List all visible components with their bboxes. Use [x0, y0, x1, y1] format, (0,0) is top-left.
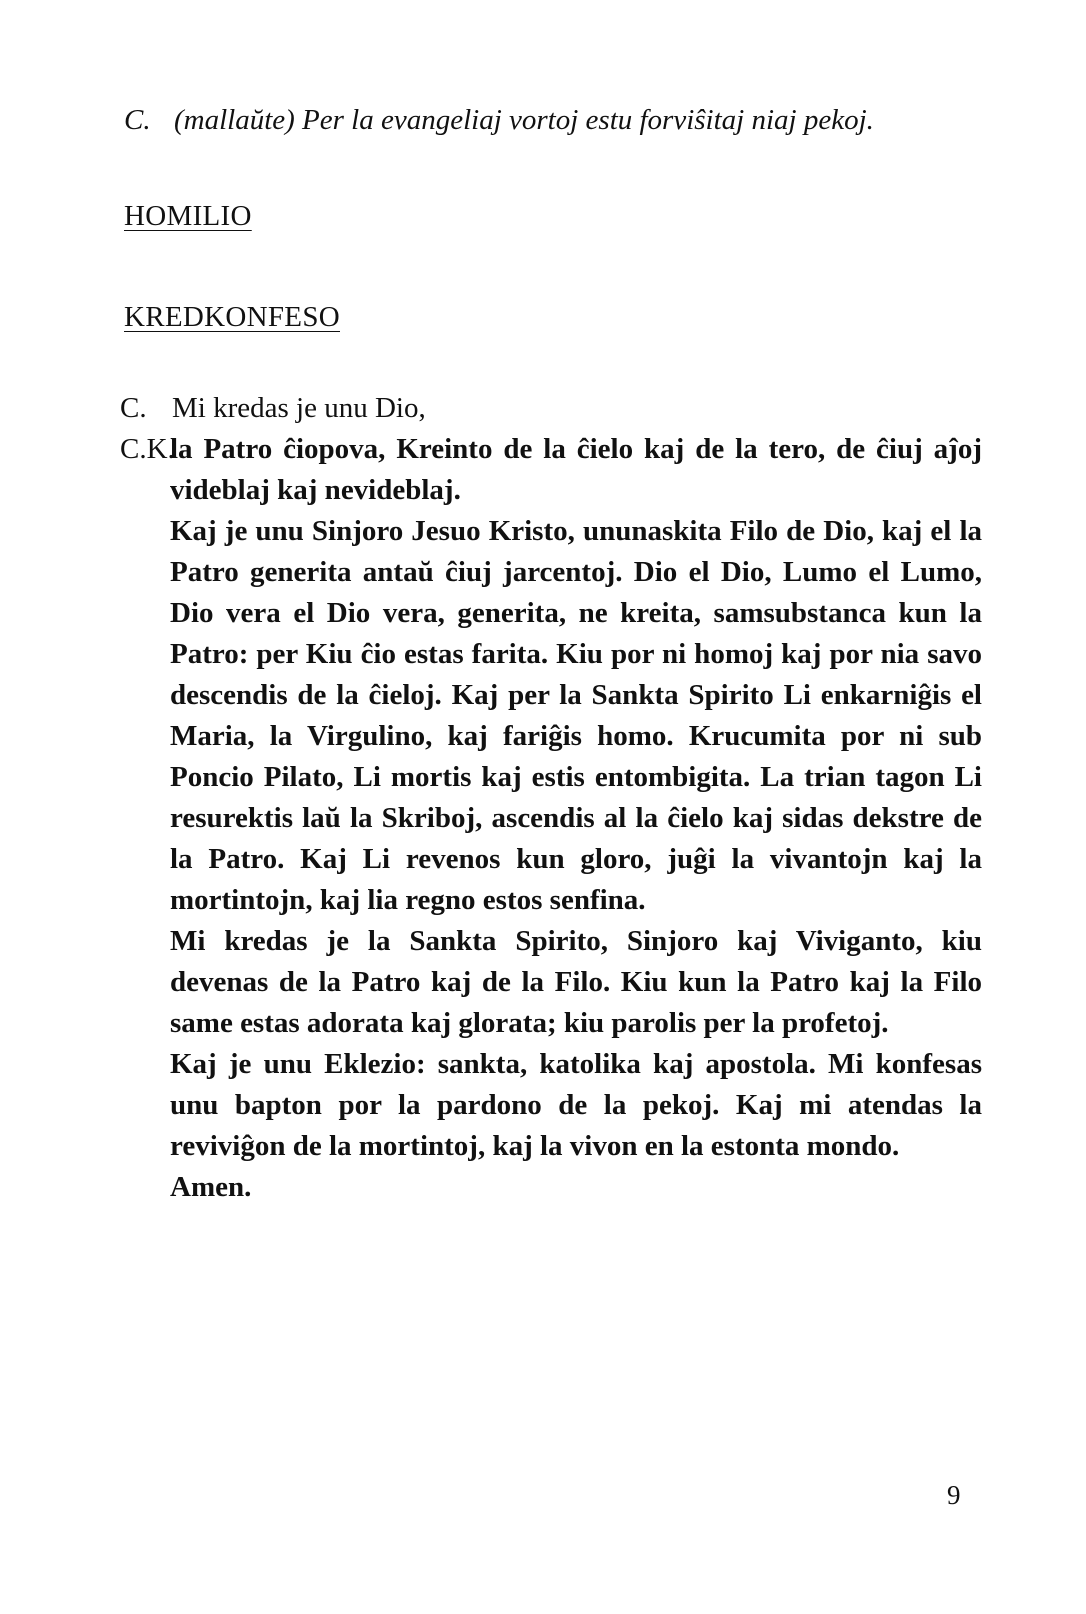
- creed-first-speaker: C.: [120, 392, 147, 424]
- creed-first-text: Mi kredas je unu Dio,: [172, 392, 426, 424]
- creed-response-speaker: C.K.: [120, 433, 175, 465]
- creed-paragraph: Kaj je unu Sinjoro Jesuo Kristo, ununaskita Filo de Dio, kaj el la Patro generita antaŭ ĉiuj jarcentoj. Dio el Dio, Lumo el Lumo, Dio vera el Dio vera, generita, ne kreita, samsubstanca kun la Patro: per Kiu ĉio estas farita. Kiu por ni homoj kaj por nia savo descendis de la ĉieloj. Kaj per la Sankta Spirito Li enkarniĝis el Maria, la Virgulino, kaj fariĝis homo. Krucumita por ni sub Poncio Pilato, Li mortis kaj estis entombigita. La trian tagon Li resurektis laŭ la Skriboj, ascendis al la ĉielo kaj sidas dekstre de la Patro. Kaj Li revenos kun gloro, juĝi la vivantojn kaj la mortintojn, kaj lia regno estos senfina.: [170, 515, 982, 916]
- page-number: 9: [947, 1480, 961, 1510]
- creed-first-line: [120, 388, 1000, 429]
- intro-text: (mallaŭte) Per la evangeliaj vortoj estu forviŝitaj niaj pekoj.: [174, 104, 874, 136]
- intro-line: [124, 104, 874, 137]
- creed-response-block: [120, 429, 1000, 1208]
- creed-paragraph: la Patro ĉiopova, Kreinto de la ĉielo kaj de la tero, de ĉiuj aĵoj videblaj kaj nevideblaj.: [170, 433, 982, 506]
- intro-speaker: C.: [124, 104, 151, 136]
- creed-paragraph: Kaj je unu Eklezio: sankta, katolika kaj apostola. Mi konfesas unu bapton por la pardono de la pekoj. Kaj mi atendas la reviviĝon de la mortintoj, kaj la vivon en la estonta mondo.: [170, 1048, 982, 1162]
- creed-amen: Amen.: [170, 1171, 252, 1203]
- creed-paragraph: Mi kredas je la Sankta Spirito, Sinjoro kaj Viviganto, kiu devenas de la Patro kaj de la Filo. Kiu kun la Patro kaj la Filo same estas adorata kaj glorata; kiu parolis per la profetoj.: [170, 925, 982, 1039]
- creed-section: [120, 388, 1000, 1208]
- creed-response-body: [170, 429, 982, 1208]
- heading-homilio: HOMILIO: [124, 200, 252, 232]
- heading-kredkonfeso: KREDKONFESO: [124, 301, 340, 333]
